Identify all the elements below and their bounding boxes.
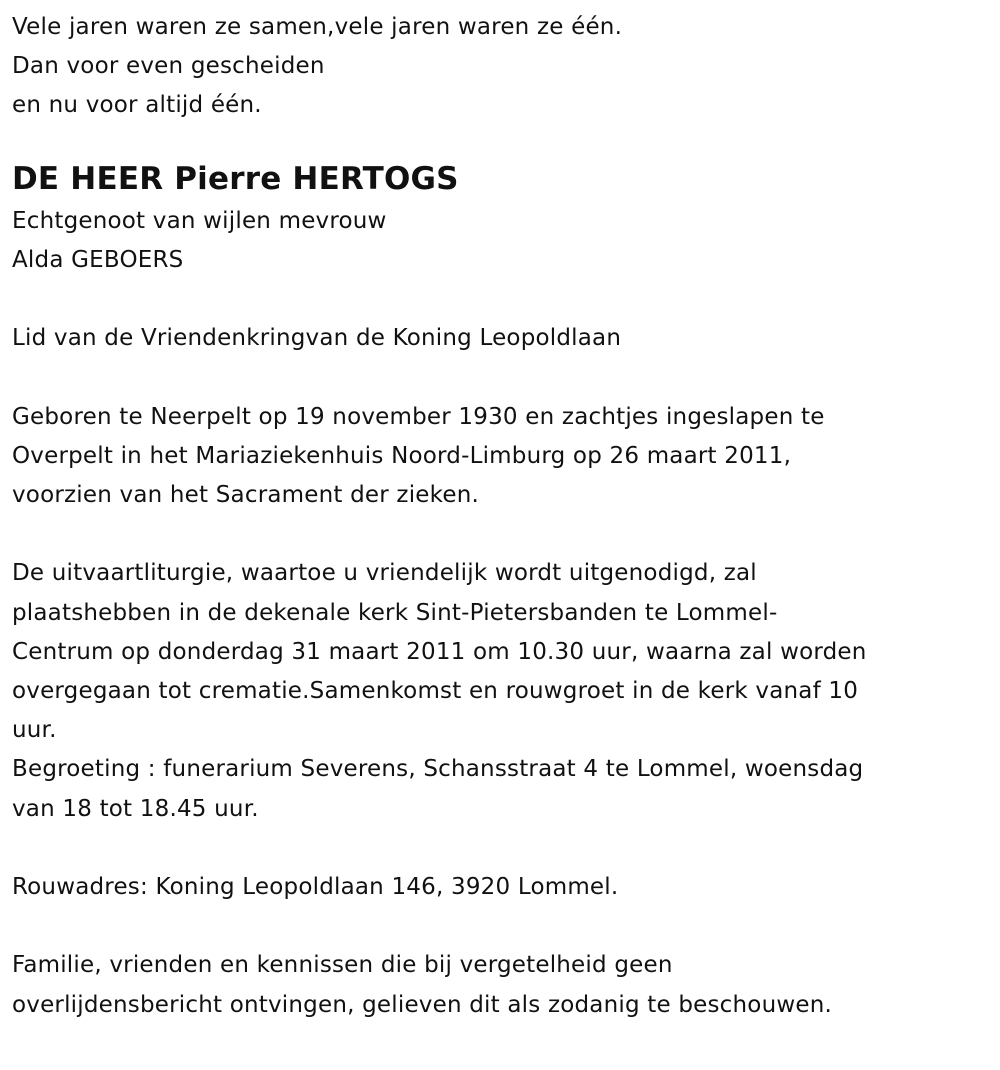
text-line: Familie, vrienden en kennissen die bij vergetelheid geen [12, 952, 673, 979]
spouse-info [12, 202, 988, 280]
spacer [12, 280, 988, 319]
text-line: Overpelt in het Mariaziekenhuis Noord-Limburg op 26 maart 2011, [12, 442, 792, 469]
text-line: uur. [12, 717, 57, 744]
spacer [12, 829, 988, 868]
text-line: Geboren te Neerpelt op 19 november 1930 en zachtjes ingeslapen te [12, 403, 825, 430]
text-line: Echtgenoot van wijlen mevrouw [12, 207, 387, 234]
deceased-name-title: DE HEER Pierre HERTOGS [12, 160, 459, 197]
text-line: Alda GEBOERS [12, 246, 184, 273]
text-line: van 18 tot 18.45 uur. [12, 795, 259, 822]
text-line: Begroeting : funerarium Severens, Schansstraat 4 te Lommel, woensdag [12, 756, 864, 783]
poem [12, 8, 988, 126]
funeral-info [12, 554, 988, 828]
text-line: Centrum op donderdag 31 maart 2011 om 10.30 uur, waarna zal worden [12, 638, 867, 665]
membership [12, 319, 988, 358]
spacer [12, 907, 988, 946]
text-line: De uitvaartliturgie, waartoe u vriendelijk wordt uitgenodigd, zal [12, 560, 757, 587]
closing-note [12, 946, 988, 1024]
poem-line: en nu voor altijd één. [12, 92, 262, 119]
text-line: overlijdensbericht ontvingen, gelieven dit als zodanig te beschouwen. [12, 991, 832, 1018]
text-line: voorzien van het Sacrament der zieken. [12, 482, 479, 508]
birth-death-info [12, 398, 988, 516]
text-line: overgegaan tot crematie.Samenkomst en rouwgroet in de kerk vanaf 10 [12, 678, 859, 704]
poem-line: Dan voor even gescheiden [12, 53, 325, 80]
text-line: Lid van de Vriendenkringvan de Koning Leopoldlaan [12, 325, 622, 352]
mourning-address [12, 868, 988, 907]
spacer [12, 515, 988, 554]
text-line: Rouwadres: Koning Leopoldlaan 146, 3920 Lommel. [12, 874, 619, 900]
poem-line: Vele jaren waren ze samen,vele jaren waren ze één. [12, 14, 623, 40]
text-line: plaatshebben in de dekenale kerk Sint-Pietersbanden te Lommel- [12, 599, 778, 626]
spacer [12, 358, 988, 397]
